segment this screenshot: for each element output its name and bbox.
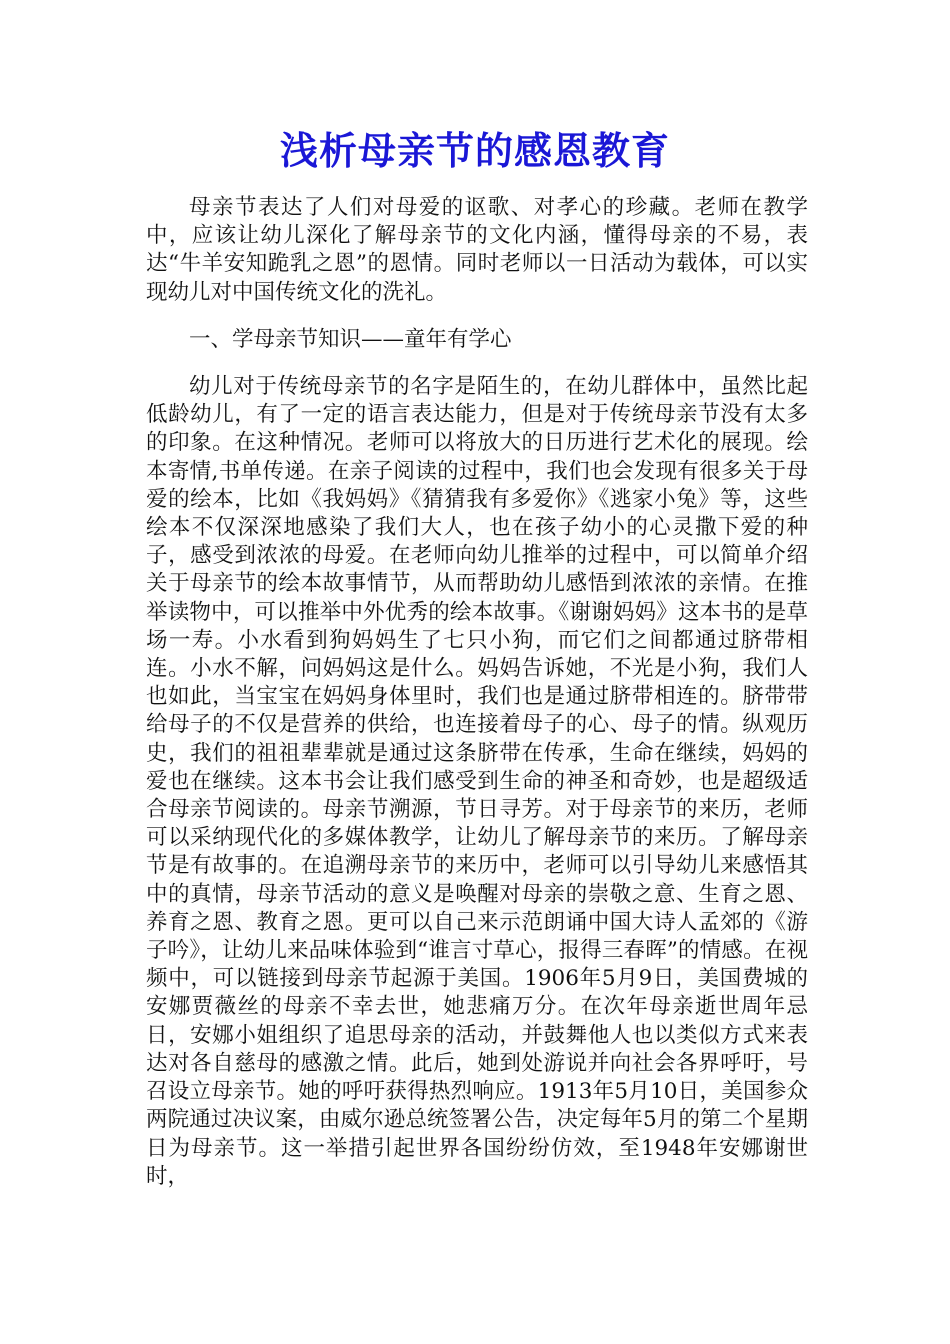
intro-paragraph: 母亲节表达了人们对母爱的讴歌、对孝心的珍藏。老师在教学中，应该让幼儿深化了解母亲节的文化内涵，懂得母亲的不易，表达“牛羊安知跪乳之恩”的恩情。同时老师以一日活动为载体，可以实现幼儿对中国传统文化的洗礼。 (146, 195, 808, 305)
section-heading: 一、学母亲节知识——童年有学心 (189, 326, 512, 352)
document-body (146, 194, 808, 1191)
document-title: 浅析母亲节的感恩教育 (279, 128, 670, 173)
body-paragraph: 幼儿对于传统母亲节的名字是陌生的，在幼儿群体中，虽然比起低龄幼儿，有了一定的语言表达能力，但是对于传统母亲节没有太多的印象。在这种情况。老师可以将放大的日历进行艺术化的展现。绘本寄情,书单传递。在亲子阅读的过程中，我们也会发现有很多关于母爱的绘本，比如《我妈妈》《猜猜我有多爱你》《逃家小兔》等，这些绘本不仅深深地感染了我们大人，也在孩子幼小的心灵撒下爱的种子，感受到浓浓的母爱。在老师向幼儿推举的过程中，可以简单介绍关于母亲节的绘本故事情节，从而帮助幼儿感悟到浓浓的亲情。在推举读物中，可以推举中外优秀的绘本故事。《谢谢妈妈》这本书的是草场一寿。小水看到狗妈妈生了七只小狗，而它们之间都通过脐带相连。小水不解，问妈妈这是什么。妈妈告诉她，不光是小狗，我们人也如此，当宝宝在妈妈身体里时，我们也是通过脐带相连的。脐带带给母子的不仅是营养的供给，也连接着母子的心、母子的情。纵观历史，我们的祖祖辈辈就是通过这条脐带在传承，生命在继续，妈妈的爱也在继续。这本书会让我们感受到生命的神圣和奇妙，也是超级适合母亲节阅读的。母亲节溯源，节日寻芳。对于母亲节的来历，老师可以采纳现代化的多媒体教学，让幼儿了解母亲节的来历。了解母亲节是有故事的。在追溯母亲节的来历中，老师可以引导幼儿来感悟其中的真情，母亲节活动的意义是唤醒对母亲的崇敬之意、生育之恩、养育之恩、教育之恩。更可以自己来示范朗诵中国大诗人孟郊的《游子吟》，让幼儿来品味体验到“谁言寸草心，报得三春晖”的情感。在视频中，可以链接到母亲节起源于美国。1906年5月9日，美国费城的安娜贾薇丝的母亲不幸去世，她悲痛万分。在次年母亲逝世周年忌日，安娜小姐组织了追思母亲的活动，并鼓舞他人也以类似方式来表达对各自慈母的感激之情。此后，她到处游说并向社会各界呼吁，号召设立母亲节。她的呼吁获得热烈响应。1913年5月10日，美国参众两院通过决议案，由威尔逊总统签署公告，决定每年5月的第二个星期日为母亲节。这一举措引起世界各国纷纷仿效，至1948年安娜谢世时， (146, 374, 808, 1189)
